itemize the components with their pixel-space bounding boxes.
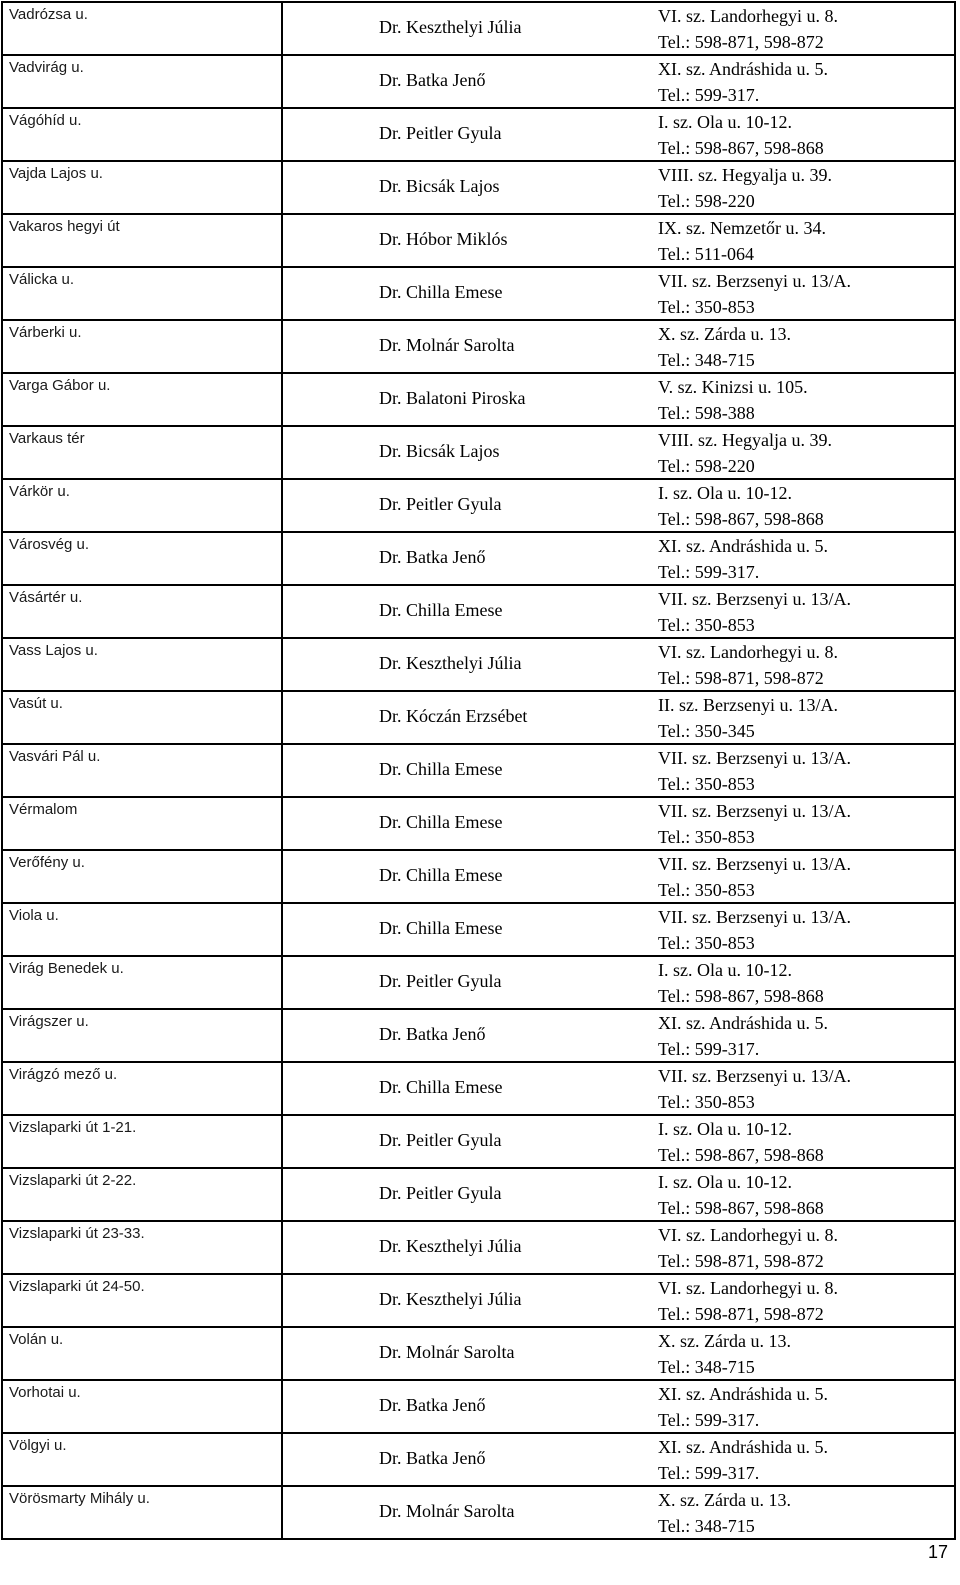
- practice-phone: Tel.: 350-853: [658, 297, 755, 317]
- doctor-cell: [282, 532, 955, 585]
- table-row: [2, 1486, 955, 1539]
- table-row: [2, 744, 955, 797]
- street-name: Vadrózsa u.: [2, 2, 282, 55]
- practice-address-block: [658, 1063, 851, 1115]
- practice-address: I. sz. Ola u. 10-12.: [658, 1119, 792, 1139]
- practice-address: I. sz. Ola u. 10-12.: [658, 483, 792, 503]
- doctor-cell: [282, 585, 955, 638]
- practice-address-block: [658, 1116, 824, 1168]
- practice-address-block: [658, 1010, 828, 1062]
- doctor-name: Dr. Batka Jenő: [379, 1395, 486, 1415]
- practice-address: XI. sz. Andráshida u. 5.: [658, 1384, 828, 1404]
- table-row: [2, 585, 955, 638]
- practice-address-block: [658, 215, 826, 267]
- doctor-cell: [282, 744, 955, 797]
- table-row: [2, 903, 955, 956]
- doctor-name: Dr. Keszthelyi Júlia: [379, 1289, 522, 1309]
- doctor-name: Dr. Molnár Sarolta: [379, 1501, 515, 1521]
- practice-address-block: [658, 904, 851, 956]
- practice-address: X. sz. Zárda u. 13.: [658, 324, 791, 344]
- practice-address-block: [658, 1222, 838, 1274]
- doctor-cell: [282, 691, 955, 744]
- doctor-cell: [282, 1115, 955, 1168]
- street-name: Varga Gábor u.: [2, 373, 282, 426]
- table-row: [2, 373, 955, 426]
- doctor-name: Dr. Peitler Gyula: [379, 123, 502, 143]
- practice-phone: Tel.: 511-064: [658, 244, 755, 264]
- practice-address-block: [658, 268, 851, 320]
- doctor-cell: [282, 638, 955, 691]
- street-name: Virág Benedek u.: [2, 956, 282, 1009]
- practice-address: VII. sz. Berzsenyi u. 13/A.: [658, 1066, 851, 1086]
- practice-phone: Tel.: 598-867, 598-868: [658, 1145, 824, 1165]
- practice-address-block: [658, 3, 838, 55]
- table-row: [2, 1433, 955, 1486]
- practice-address-block: [658, 1328, 791, 1380]
- doctor-cell: [282, 108, 955, 161]
- practice-phone: Tel.: 598-871, 598-872: [658, 1304, 824, 1324]
- practice-phone: Tel.: 350-853: [658, 774, 755, 794]
- table-row: [2, 1115, 955, 1168]
- practice-address-block: [658, 586, 851, 638]
- doctor-cell: [282, 1221, 955, 1274]
- practice-address: XI. sz. Andráshida u. 5.: [658, 59, 828, 79]
- practice-address-block: [658, 56, 828, 108]
- table-row: [2, 320, 955, 373]
- practice-phone: Tel.: 599-317.: [658, 85, 760, 105]
- doctor-cell: [282, 373, 955, 426]
- practice-address: VI. sz. Landorhegyi u. 8.: [658, 642, 838, 662]
- doctor-name: Dr. Kóczán Erzsébet: [379, 706, 528, 726]
- street-name: Vajda Lajos u.: [2, 161, 282, 214]
- practice-address-block: [658, 109, 824, 161]
- doctor-cell: [282, 1433, 955, 1486]
- street-name: Vásártér u.: [2, 585, 282, 638]
- doctor-name: Dr. Batka Jenő: [379, 547, 486, 567]
- doctor-name: Dr. Bicsák Lajos: [379, 176, 500, 196]
- practice-address: VII. sz. Berzsenyi u. 13/A.: [658, 907, 851, 927]
- practice-address: VII. sz. Berzsenyi u. 13/A.: [658, 271, 851, 291]
- table-row: [2, 850, 955, 903]
- practice-address-block: [658, 745, 851, 797]
- practice-phone: Tel.: 350-853: [658, 615, 755, 635]
- practice-address-block: [658, 851, 851, 903]
- table-row: [2, 1009, 955, 1062]
- doctor-name: Dr. Batka Jenő: [379, 70, 486, 90]
- practice-address: VII. sz. Berzsenyi u. 13/A.: [658, 854, 851, 874]
- practice-address: XI. sz. Andráshida u. 5.: [658, 1013, 828, 1033]
- doctor-cell: [282, 956, 955, 1009]
- street-name: Vass Lajos u.: [2, 638, 282, 691]
- practice-phone: Tel.: 598-867, 598-868: [658, 509, 824, 529]
- practice-address-block: [658, 639, 838, 691]
- doctor-cell: [282, 479, 955, 532]
- doctor-name: Dr. Hóbor Miklós: [379, 229, 508, 249]
- table-row: [2, 214, 955, 267]
- practice-address-block: [658, 798, 851, 850]
- practice-address: VIII. sz. Hegyalja u. 39.: [658, 430, 832, 450]
- doctor-name: Dr. Chilla Emese: [379, 812, 503, 832]
- practice-address-block: [658, 374, 808, 426]
- street-name: Vakaros hegyi út: [2, 214, 282, 267]
- doctor-name: Dr. Peitler Gyula: [379, 971, 502, 991]
- doctor-name: Dr. Keszthelyi Júlia: [379, 1236, 522, 1256]
- practice-phone: Tel.: 348-715: [658, 1516, 755, 1536]
- street-name: Vizslaparki út 23-33.: [2, 1221, 282, 1274]
- practice-address-block: [658, 692, 838, 744]
- street-name: Vörösmarty Mihály u.: [2, 1486, 282, 1539]
- practice-address: VI. sz. Landorhegyi u. 8.: [658, 1225, 838, 1245]
- table-row: [2, 638, 955, 691]
- doctor-cell: [282, 426, 955, 479]
- practice-phone: Tel.: 598-871, 598-872: [658, 668, 824, 688]
- doctor-name: Dr. Chilla Emese: [379, 1077, 503, 1097]
- practice-phone: Tel.: 599-317.: [658, 1039, 760, 1059]
- street-name: Várkör u.: [2, 479, 282, 532]
- doctor-cell: [282, 161, 955, 214]
- practice-phone: Tel.: 598-388: [658, 403, 755, 423]
- table-row: [2, 161, 955, 214]
- street-name: Volán u.: [2, 1327, 282, 1380]
- doctor-name: Dr. Keszthelyi Júlia: [379, 17, 522, 37]
- table-row: [2, 55, 955, 108]
- practice-phone: Tel.: 350-853: [658, 933, 755, 953]
- doctor-name: Dr. Chilla Emese: [379, 282, 503, 302]
- practice-address-block: [658, 427, 832, 479]
- practice-address: VII. sz. Berzsenyi u. 13/A.: [658, 748, 851, 768]
- doctor-name: Dr. Molnár Sarolta: [379, 1342, 515, 1362]
- practice-address-block: [658, 533, 828, 585]
- practice-phone: Tel.: 598-871, 598-872: [658, 1251, 824, 1271]
- practice-phone: Tel.: 598-867, 598-868: [658, 138, 824, 158]
- doctor-cell: [282, 1327, 955, 1380]
- doctor-name: Dr. Batka Jenő: [379, 1448, 486, 1468]
- practice-phone: Tel.: 598-867, 598-868: [658, 986, 824, 1006]
- doctor-cell: [282, 267, 955, 320]
- practice-address: IX. sz. Nemzetőr u. 34.: [658, 218, 826, 238]
- practice-phone: Tel.: 598-220: [658, 191, 755, 211]
- practice-phone: Tel.: 348-715: [658, 1357, 755, 1377]
- practice-address: X. sz. Zárda u. 13.: [658, 1331, 791, 1351]
- table-row: [2, 108, 955, 161]
- table-row: [2, 1221, 955, 1274]
- street-name: Völgyi u.: [2, 1433, 282, 1486]
- doctor-name: Dr. Molnár Sarolta: [379, 335, 515, 355]
- practice-address-block: [658, 162, 832, 214]
- doctor-cell: [282, 1009, 955, 1062]
- practice-address-block: [658, 957, 824, 1009]
- practice-address-block: [658, 1381, 828, 1433]
- street-name: Vorhotai u.: [2, 1380, 282, 1433]
- street-name: Városvég u.: [2, 532, 282, 585]
- practice-phone: Tel.: 350-853: [658, 827, 755, 847]
- doctor-cell: [282, 2, 955, 55]
- doctor-cell: [282, 850, 955, 903]
- practice-address-block: [658, 1434, 828, 1486]
- practice-address: V. sz. Kinizsi u. 105.: [658, 377, 808, 397]
- practice-address: VIII. sz. Hegyalja u. 39.: [658, 165, 832, 185]
- street-name: Viola u.: [2, 903, 282, 956]
- practice-address-block: [658, 1487, 791, 1539]
- doctor-name: Dr. Chilla Emese: [379, 865, 503, 885]
- table-row: [2, 956, 955, 1009]
- practice-phone: Tel.: 350-853: [658, 880, 755, 900]
- practice-phone: Tel.: 350-345: [658, 721, 755, 741]
- table-row: [2, 479, 955, 532]
- doctor-cell: [282, 1486, 955, 1539]
- street-name: Vadvirág u.: [2, 55, 282, 108]
- practice-address: VII. sz. Berzsenyi u. 13/A.: [658, 589, 851, 609]
- street-name: Vizslaparki út 1-21.: [2, 1115, 282, 1168]
- street-name: Vizslaparki út 2-22.: [2, 1168, 282, 1221]
- table-row: [2, 797, 955, 850]
- practice-phone: Tel.: 348-715: [658, 350, 755, 370]
- practice-phone: Tel.: 599-317.: [658, 1463, 760, 1483]
- doctor-name: Dr. Chilla Emese: [379, 600, 503, 620]
- table-row: [2, 426, 955, 479]
- practice-phone: Tel.: 599-317.: [658, 1410, 760, 1430]
- practice-address: I. sz. Ola u. 10-12.: [658, 112, 792, 132]
- practice-phone: Tel.: 350-853: [658, 1092, 755, 1112]
- street-name: Vérmalom: [2, 797, 282, 850]
- street-name: Verőfény u.: [2, 850, 282, 903]
- doctor-cell: [282, 1380, 955, 1433]
- practice-address: VI. sz. Landorhegyi u. 8.: [658, 1278, 838, 1298]
- practice-address-block: [658, 1275, 838, 1327]
- street-name: Várberki u.: [2, 320, 282, 373]
- practice-address: X. sz. Zárda u. 13.: [658, 1490, 791, 1510]
- table-row: [2, 2, 955, 55]
- practice-address: I. sz. Ola u. 10-12.: [658, 1172, 792, 1192]
- doctor-cell: [282, 1274, 955, 1327]
- practice-address: XI. sz. Andráshida u. 5.: [658, 536, 828, 556]
- table-row: [2, 1168, 955, 1221]
- doctor-name: Dr. Bicsák Lajos: [379, 441, 500, 461]
- practice-address: VII. sz. Berzsenyi u. 13/A.: [658, 801, 851, 821]
- street-name: Vizslaparki út 24-50.: [2, 1274, 282, 1327]
- doctor-name: Dr. Peitler Gyula: [379, 1130, 502, 1150]
- street-name: Virágszer u.: [2, 1009, 282, 1062]
- doctor-cell: [282, 320, 955, 373]
- table-body: [2, 2, 955, 1539]
- doctor-name: Dr. Peitler Gyula: [379, 1183, 502, 1203]
- table-row: [2, 691, 955, 744]
- practice-phone: Tel.: 598-867, 598-868: [658, 1198, 824, 1218]
- street-doctor-table: [1, 1, 956, 1540]
- table-row: [2, 1062, 955, 1115]
- street-name: Vágóhíd u.: [2, 108, 282, 161]
- doctor-cell: [282, 797, 955, 850]
- street-name: Vasvári Pál u.: [2, 744, 282, 797]
- doctor-name: Dr. Chilla Emese: [379, 759, 503, 779]
- street-name: Virágzó mező u.: [2, 1062, 282, 1115]
- table-row: [2, 1327, 955, 1380]
- doctor-name: Dr. Batka Jenő: [379, 1024, 486, 1044]
- practice-address: VI. sz. Landorhegyi u. 8.: [658, 6, 838, 26]
- table-row: [2, 1380, 955, 1433]
- page-number: 17: [927, 1542, 948, 1562]
- table-row: [2, 532, 955, 585]
- practice-address: XI. sz. Andráshida u. 5.: [658, 1437, 828, 1457]
- doctor-name: Dr. Keszthelyi Júlia: [379, 653, 522, 673]
- practice-phone: Tel.: 598-871, 598-872: [658, 32, 824, 52]
- practice-address-block: [658, 321, 791, 373]
- street-name: Válicka u.: [2, 267, 282, 320]
- practice-address: I. sz. Ola u. 10-12.: [658, 960, 792, 980]
- practice-address-block: [658, 480, 824, 532]
- doctor-cell: [282, 1062, 955, 1115]
- practice-phone: Tel.: 599-317.: [658, 562, 760, 582]
- practice-address: II. sz. Berzsenyi u. 13/A.: [658, 695, 838, 715]
- doctor-cell: [282, 903, 955, 956]
- doctor-cell: [282, 55, 955, 108]
- doctor-name: Dr. Chilla Emese: [379, 918, 503, 938]
- street-name: Varkaus tér: [2, 426, 282, 479]
- table-row: [2, 1274, 955, 1327]
- practice-phone: Tel.: 598-220: [658, 456, 755, 476]
- doctor-cell: [282, 214, 955, 267]
- street-name: Vasút u.: [2, 691, 282, 744]
- doctor-name: Dr. Balatoni Piroska: [379, 388, 526, 408]
- practice-address-block: [658, 1169, 824, 1221]
- doctor-name: Dr. Peitler Gyula: [379, 494, 502, 514]
- table-row: [2, 267, 955, 320]
- doctor-cell: [282, 1168, 955, 1221]
